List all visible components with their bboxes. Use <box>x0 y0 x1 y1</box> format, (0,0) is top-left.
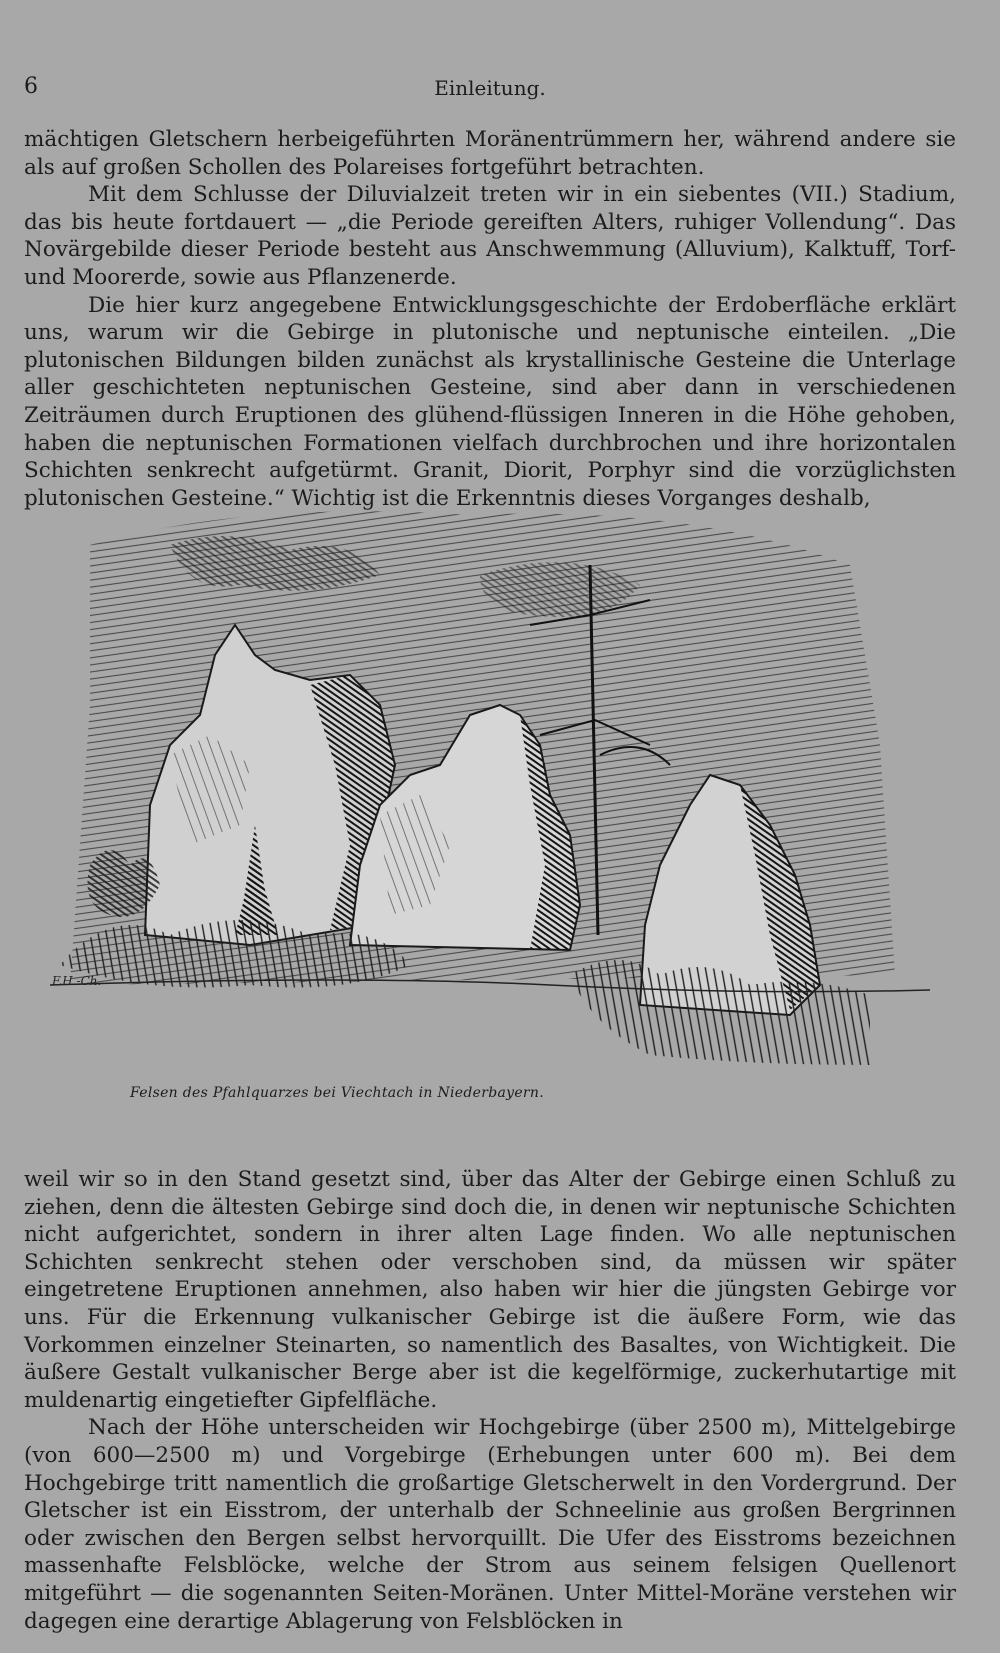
figure-caption: Felsen des Pfahlquarzes bei Viechtach in Niederbayern. <box>130 1085 544 1101</box>
page-header <box>24 74 956 104</box>
paragraph: weil wir so in den Stand gesetzt sind, über das Alter der Gebirge einen Schluß zu ziehen, denn die ältesten Gebirge sind doch die, in denen wir neptunische Schichten nicht aufgerichtet, sondern in ihrer alten Lage finden. Wo alle neptunischen Schichten senkrecht stehen oder verschoben sind, da müssen wir später eingetretene Eruptionen annehmen, also haben wir hier die jüngsten Gebirge vor uns. Für die Erkennung vulkanischer Gebirge ist die äußere Form, wie das Vorkommen einzelner Steinarten, so namentlich des Basaltes, von Wichtigkeit. Die äußere Gestalt vulkanischer Berge aber ist die kegelförmige, zuckerhutartige mit muldenartig eingetiefter Gipfelfläche. <box>24 1167 956 1413</box>
rock-engraving <box>50 505 930 1105</box>
running-head: Einleitung. <box>434 76 546 100</box>
paragraph: mächtigen Gletschern herbeigeführten Moränentrümmern her, während andere sie als auf großen Schollen des Polareises fortgeführt betrachten. <box>24 127 956 180</box>
engraving-figure <box>50 505 930 1105</box>
artist-signature: F.H.-Ch. <box>52 974 102 988</box>
page-number: 6 <box>24 74 38 99</box>
paragraph: Mit dem Schlusse der Diluvialzeit treten wir in ein siebentes (VII.) Stadium, das bis heute fortdauert — „die Periode gereiften Alters, ruhiger Vollendung“. Das Novärgebilde dieser Periode besteht aus Anschwemmung (Alluvium), Kalktuff, Torf- und Moorerde, sowie aus Pflanzenerde. <box>24 182 956 290</box>
text-block-bottom <box>24 1166 956 1635</box>
paragraph: Die hier kurz angegebene Entwicklungsgeschichte der Erdoberfläche erklärt uns, warum wir die Gebirge in plutonische und neptunische einteilen. „Die plutonischen Bildungen bilden zunächst als krystallinische Gesteine die Unterlage aller geschichteten neptunischen Gesteine, sind aber dann in verschiedenen Zeiträumen durch Eruptionen des glühend-flüssigen Inneren in die Höhe gehoben, haben die neptunischen Formationen vielfach durchbrochen und ihre horizontalen Schichten senkrecht aufgetürmt. Granit, Diorit, Porphyr sind die vorzüglichsten plutonischen Gesteine.“ Wichtig ist die Erkenntnis dieses Vorganges deshalb, <box>24 292 956 511</box>
paragraph: Nach der Höhe unterscheiden wir Hochgebirge (über 2500 m), Mittelgebirge (von 600—2500 m) und Vorgebirge (Erhebungen unter 600 m). Bei dem Hochgebirge tritt namentlich die großartige Gletscherwelt in den Vordergrund. Der Gletscher ist ein Eisstrom, der unterhalb der Schneelinie aus großen Bergrinnen oder zwischen den Bergen selbst hervorquillt. Die Ufer des Eisstroms bezeichnen massenhafte Felsblöcke, welche der Strom aus seinem felsigen Quellenort mitgeführt — die sogenannten Seiten-Moränen. Unter Mittel-Moräne verstehen wir dagegen eine derartige Ablagerung von Felsblöcken in <box>24 1415 956 1634</box>
text-block-top <box>24 126 956 512</box>
